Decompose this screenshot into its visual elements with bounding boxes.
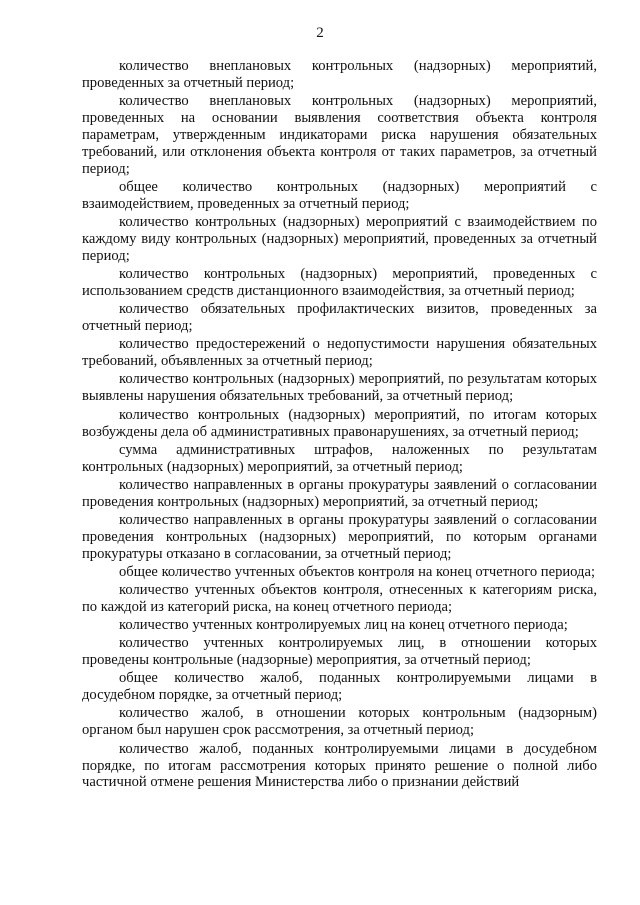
paragraph-3: общее количество контрольных (надзорных) мероприятий с взаимодействием, проведенных за отчетный период; (82, 179, 597, 212)
paragraph-1: количество внеплановых контрольных (надзорных) мероприятий, проведенных за отчетный период; (82, 58, 597, 91)
paragraph-5: количество контрольных (надзорных) мероприятий, проведенных с использованием средств дистанционного взаимодействия, за отчетный период; (82, 266, 597, 300)
paragraph-2: количество внеплановых контрольных (надзорных) мероприятий, проведенных на основании выявления соответствия объекта контроля параметрам, утвержденным индикаторами риска нарушения обязательных требований, или отклонения объекта контроля от таких параметров, за отчетный период; (82, 93, 597, 177)
paragraph-13: общее количество учтенных объектов контроля на конец отчетного периода; (119, 563, 596, 580)
paragraph-8: количество контрольных (надзорных) мероприятий, по результатам которых выявлены нарушения обязательных требований, за отчетный период; (82, 371, 597, 405)
paragraph-12: количество направленных в органы прокуратуры заявлений о согласовании проведения контрольных (надзорных) мероприятий, по которым органами прокуратуры отказано в согласовании, за отчетный период; (82, 511, 597, 562)
paragraph-16: количество учтенных контролируемых лиц, в отношении которых проведены контрольные (надзорные) мероприятия, за отчетный период; (82, 635, 597, 669)
paragraph-10: сумма административных штрафов, наложенных по результатам контрольных (надзорных) мероприятий, за отчетный период; (82, 441, 597, 475)
paragraph-7: количество предостережений о недопустимости нарушения обязательных требований, объявленных за отчетный период; (82, 336, 597, 370)
paragraph-18: количество жалоб, в отношении которых контрольным (надзорным) органом был нарушен срок рассмотрения, за отчетный период; (82, 705, 597, 739)
paragraph-11: количество направленных в органы прокуратуры заявлений о согласовании проведения контрольных (надзорных) мероприятий, за отчетный период; (82, 476, 597, 510)
document-body (82, 58, 597, 793)
page-number: 2 (316, 25, 324, 41)
paragraph-15: количество учтенных контролируемых лиц на конец отчетного периода; (119, 617, 568, 634)
paragraph-14: количество учтенных объектов контроля, отнесенных к категориям риска, по каждой из категорий риска, на конец отчетного периода; (82, 582, 597, 615)
paragraph-19: количество жалоб, поданных контролируемыми лицами в досудебном порядке, по итогам рассмотрения которых принято решение о полной либо частичной отмене решения Министерства либо о признании действий (82, 740, 597, 791)
paragraph-6: количество обязательных профилактических визитов, проведенных за отчетный период; (82, 301, 597, 335)
paragraph-17: общее количество жалоб, поданных контролируемыми лицами в досудебном порядке, за отчетный период; (82, 670, 597, 704)
paragraph-4: количество контрольных (надзорных) мероприятий с взаимодействием по каждому виду контрольных (надзорных) мероприятий, проведенных за отчетный период; (82, 214, 597, 265)
paragraph-9: количество контрольных (надзорных) мероприятий, по итогам которых возбуждены дела об административных правонарушениях, за отчетный период; (82, 406, 597, 440)
